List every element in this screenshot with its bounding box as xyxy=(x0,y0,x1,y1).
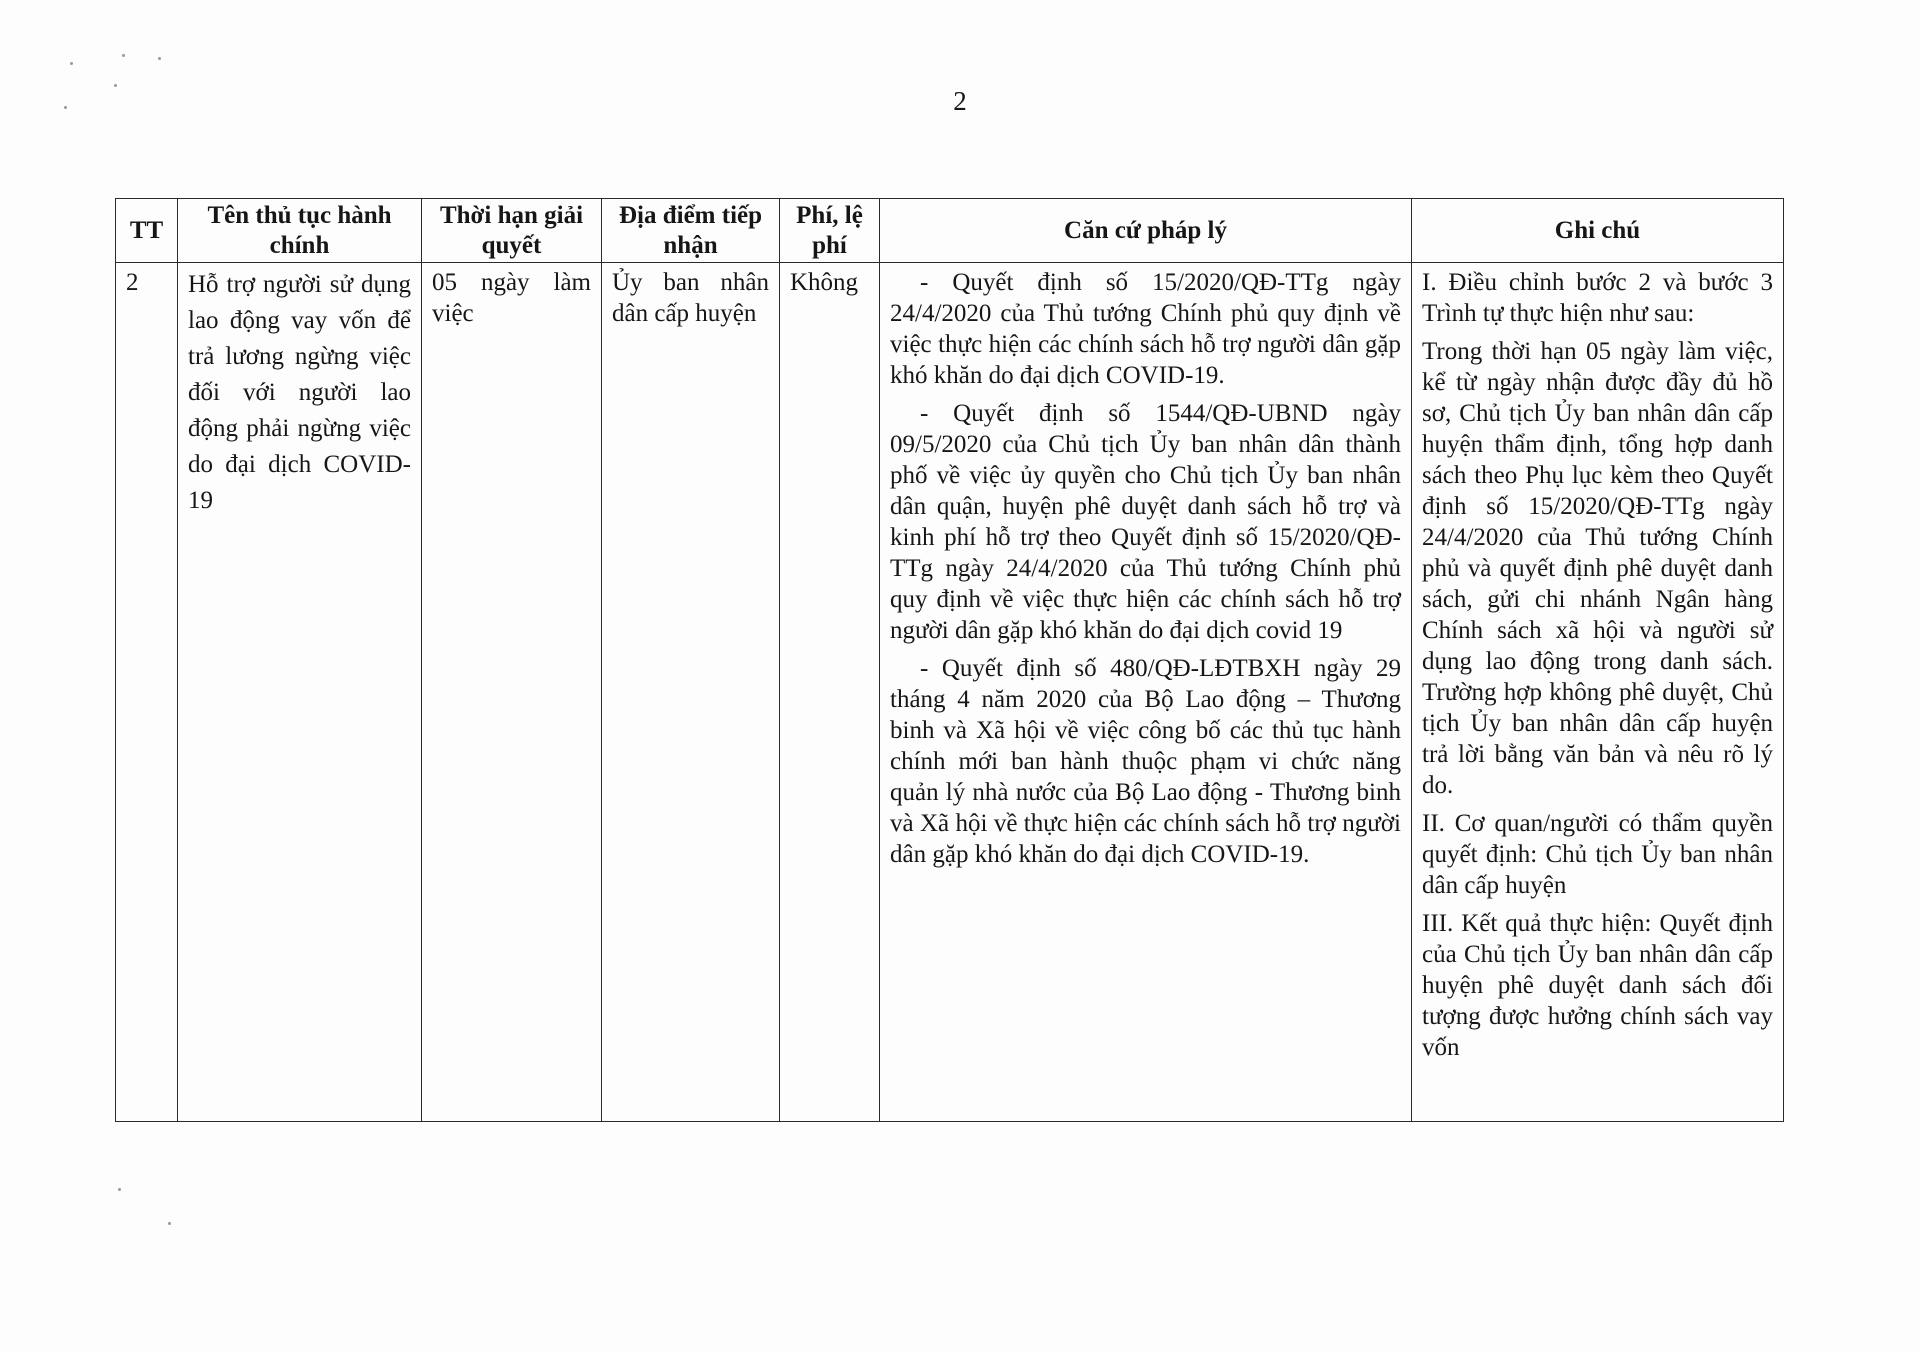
table-header-row xyxy=(116,199,1784,263)
page-number: 2 xyxy=(953,86,967,116)
cell-processing-time: 05 ngày làm việc xyxy=(422,263,602,1122)
legal-basis-item: - Quyết định số 15/2020/QĐ-TTg ngày 24/4/2020 của Thủ tướng Chính phủ quy định về việc thực hiện các chính sách hỗ trợ người dân gặp khó khăn do đại dịch COVID-19. xyxy=(890,269,1401,389)
header-receiving-location: Địa điểm tiếp nhận xyxy=(602,199,780,263)
legal-basis-item: - Quyết định số 1544/QĐ-UBND ngày 09/5/2020 của Chủ tịch Ủy ban nhân dân thành phố về việc ủy quyền cho Chủ tịch Ủy ban nhân dân quận, huyện phê duyệt danh sách hỗ trợ và kinh phí hỗ trợ theo Quyết định số 15/2020/QĐ-TTg ngày 24/4/2020 của Thủ tướng Chính phủ quy định về việc thực hiện các chính sách hỗ trợ người dân gặp khó khăn do đại dịch covid 19 xyxy=(890,400,1401,644)
table-row xyxy=(116,263,1784,1122)
procedure-table xyxy=(115,198,1784,1122)
header-tt: TT xyxy=(116,199,178,263)
scan-speck xyxy=(70,62,73,65)
scan-speck xyxy=(168,1222,171,1225)
header-processing-time: Thời hạn giải quyết xyxy=(422,199,602,263)
note-item: Trong thời hạn 05 ngày làm việc, kể từ ngày nhận được đầy đủ hồ sơ, Chủ tịch Ủy ban nhân dân cấp huyện thẩm định, tổng hợp danh sách theo Phụ lục kèm theo Quyết định số 15/2020/QĐ-TTg ngày 24/4/2020 của Thủ tướng Chính phủ và quyết định phê duyệt danh sách, gửi chi nhánh Ngân hàng Chính sách xã hội và người sử dụng lao động trong danh sách. Trường hợp không phê duyệt, Chủ tịch Ủy ban nhân dân cấp huyện trả lời bằng văn bản và nêu rõ lý do. xyxy=(1422,338,1773,799)
cell-notes xyxy=(1412,263,1784,1122)
header-fee: Phí, lệ phí xyxy=(780,199,880,263)
scan-speck xyxy=(122,54,125,57)
note-item: III. Kết quả thực hiện: Quyết định của Chủ tịch Ủy ban nhân dân cấp huyện phê duyệt danh sách đối tượng được hưởng chính sách vay vốn xyxy=(1422,910,1773,1061)
header-procedure-name: Tên thủ tục hành chính xyxy=(178,199,422,263)
note-item: I. Điều chỉnh bước 2 và bước 3 Trình tự thực hiện như sau: xyxy=(1422,269,1773,327)
cell-legal-basis xyxy=(880,263,1412,1122)
cell-receiving-location: Ủy ban nhân dân cấp huyện xyxy=(602,263,780,1122)
cell-fee: Không xyxy=(780,263,880,1122)
header-notes: Ghi chú xyxy=(1412,199,1784,263)
note-item: II. Cơ quan/người có thẩm quyền quyết định: Chủ tịch Ủy ban nhân dân cấp huyện xyxy=(1422,810,1773,899)
header-legal-basis: Căn cứ pháp lý xyxy=(880,199,1412,263)
cell-tt: 2 xyxy=(116,263,178,1122)
scan-speck xyxy=(118,1188,121,1191)
legal-basis-item: - Quyết định số 480/QĐ-LĐTBXH ngày 29 tháng 4 năm 2020 của Bộ Lao động – Thương binh và Xã hội về việc công bố các thủ tục hành chính mới ban hành thuộc phạm vi chức năng quản lý nhà nước của Bộ Lao động - Thương binh và Xã hội về thực hiện các chính sách hỗ trợ người dân gặp khó khăn do đại dịch COVID-19. xyxy=(890,655,1401,868)
scan-speck xyxy=(158,57,161,60)
cell-procedure-name: Hỗ trợ người sử dụng lao động vay vốn để trả lương ngừng việc đối với người lao động phải ngừng việc do đại dịch COVID-19 xyxy=(178,263,422,1122)
